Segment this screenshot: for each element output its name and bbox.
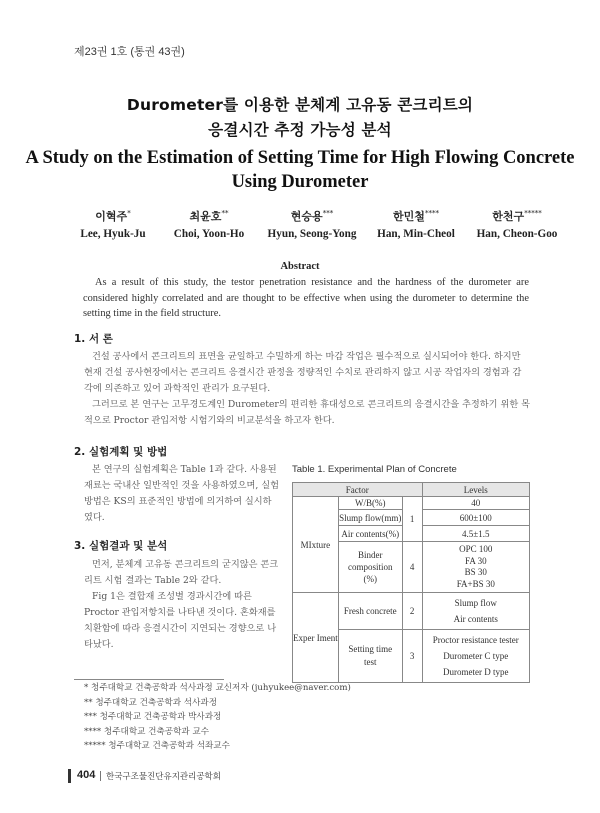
binder-values xyxy=(422,542,529,593)
page-marker-bar xyxy=(68,769,71,783)
author-name-ko: 한천구 xyxy=(492,210,525,223)
author-mark: * xyxy=(127,209,131,218)
binder-value: BS 30 xyxy=(464,567,487,577)
author-4 xyxy=(361,208,471,240)
footnote: * 청주대학교 건축공학과 석사과정 교신저자 (juhyukee@naver.com) xyxy=(84,683,351,693)
section-3-heading: 3. 실험결과 및 분석 xyxy=(74,540,168,552)
section-3-paragraph-2: Fig 1은 결합재 조성별 경과시간에 따른 Proctor 관입저항치를 나타낸 것이다. 혼화재를 치환함에 따라 응결시간이 지연되는 경향으로 나타났다. xyxy=(84,591,277,650)
author-name-en: Hyun, Seong-Yong xyxy=(267,228,357,240)
author-name-en: Han, Min-Cheol xyxy=(377,228,455,240)
fresh-count: 2 xyxy=(402,593,422,630)
footnote: *** 청주대학교 건축공학과 박사과정 xyxy=(84,712,222,722)
author-name-ko: 현승용 xyxy=(290,210,323,223)
title-english-line-1: A Study on the Estimation of Setting Time for High Flowing Concrete xyxy=(25,148,575,168)
footnote: ** 청주대학교 건축공학과 석사과정 xyxy=(84,697,218,708)
binder-label xyxy=(338,542,402,593)
binder-label-line: (%) xyxy=(363,574,378,584)
setting-label xyxy=(338,630,402,683)
footnote: **** 청주대학교 건축공학과 교수 xyxy=(84,726,210,737)
author-mark: ***** xyxy=(524,209,542,218)
table-header-row xyxy=(293,483,530,497)
author-name-en: Choi, Yoon-Ho xyxy=(173,228,245,240)
title-korean-line-2: 응결시간 추정 가능성 분석 xyxy=(208,121,392,139)
fresh-values xyxy=(422,593,529,630)
slump-flow-value: 600±100 xyxy=(422,510,529,526)
experimental-plan-table xyxy=(292,482,530,683)
table-header-factor: Factor xyxy=(293,483,423,497)
setting-value: Proctor resistance tester xyxy=(432,635,519,645)
binder-value: FA 30 xyxy=(464,555,487,566)
fresh-value: Air contents xyxy=(453,614,498,624)
section-1-body xyxy=(84,349,530,429)
author-1 xyxy=(58,208,168,240)
footnote: ***** 청주대학교 건축공학과 석좌교수 xyxy=(84,741,230,751)
section-3-body xyxy=(84,557,280,653)
table-header-levels: Levels xyxy=(422,483,529,497)
section-2-paragraph-1: 본 연구의 실험계획은 Table 1과 같다. 사용된 재료는 국내산 일반적인 것을 사용하였으며, 실험방법은 KS의 표준적인 방법에 의거하여 실시하였다. xyxy=(84,464,280,523)
abstract-text: As a result of this study, the testor penetration resistance and the hardness of the durometer are considered highly correlated and are thought to be effective when using the durometer to determine the setting time in the field structure. xyxy=(83,277,529,319)
section-3-paragraph-1: 먼저, 분체계 고유동 콘크리트의 굳지않은 콘크리트 시험 결과는 Table 2와 같다. xyxy=(84,559,279,586)
binder-value: OPC 100 xyxy=(459,544,493,554)
section-2-heading: 2. 실험계획 및 방법 xyxy=(74,446,168,458)
fresh-value: Slump flow xyxy=(454,598,497,608)
experiment-label: Exper Iment xyxy=(293,593,339,683)
journal-name: 한국구조물진단유지관리공학회 xyxy=(106,772,221,782)
author-3 xyxy=(257,208,367,240)
author-name-ko: 최윤호 xyxy=(189,210,222,223)
setting-values xyxy=(422,630,529,683)
fresh-label: Fresh concrete xyxy=(338,593,402,630)
air-label: Air contents(%) xyxy=(338,526,402,542)
author-2 xyxy=(154,208,264,240)
title-korean-line-1: Durometer를 이용한 분체계 고유동 콘크리트의 xyxy=(126,96,474,114)
wb-label: W/B(%) xyxy=(338,497,402,510)
footnote-divider xyxy=(74,679,224,680)
setting-value: Durometer C type xyxy=(443,651,509,661)
table-row xyxy=(293,497,530,510)
section-1-paragraph-2: 그러므로 본 연구는 고무경도계인 Durometer의 편리한 휴대성으로 콘크리트의 응결시간을 추정하기 위한 목적으로 Proctor 관입저항 시험기와의 비교분석을 하고자 한다. xyxy=(84,399,531,426)
air-value: 4.5±1.5 xyxy=(422,526,529,542)
mixture-label: MIxture xyxy=(293,497,339,593)
abstract-heading: Abstract xyxy=(280,261,320,272)
binder-label-line: Binder xyxy=(358,550,383,560)
footer-separator xyxy=(100,771,101,781)
section-1-paragraph-1: 건설 공사에서 콘크리트의 표면을 균일하고 수밀하게 하는 마감 작업은 필수적으로 실시되어야 한다. 하지만 현재 건설 공사현장에서는 콘크리트 응결시간 판정을 정량적인 수치로 관리하지 않고 시공 작업자의 경험과 감각에 의존하고 있어 과학적인 관리가 요구된다. xyxy=(84,351,522,394)
setting-label-line: test xyxy=(364,657,377,667)
author-name-ko: 한민철 xyxy=(393,210,425,223)
author-mark: ** xyxy=(221,209,229,218)
section-2-body xyxy=(84,462,280,526)
slump-flow-label: Slump flow(mm) xyxy=(338,510,402,526)
binder-label-line: composition xyxy=(348,562,393,572)
setting-value: Durometer D type xyxy=(443,667,509,677)
table-row xyxy=(293,593,530,630)
binder-value: FA+BS 30 xyxy=(456,578,495,589)
author-name-en: Han, Cheon-Goo xyxy=(476,228,558,240)
wb-value: 40 xyxy=(422,497,529,510)
author-name-en: Lee, Hyuk-Ju xyxy=(80,228,146,240)
author-mark: *** xyxy=(322,209,334,218)
setting-label-line: Setting time xyxy=(348,644,393,654)
footnotes xyxy=(84,681,351,754)
page-number: 404 xyxy=(77,769,96,781)
mixture-count: 1 xyxy=(402,497,422,542)
volume-info: 제23권 1호 (통권 43권) xyxy=(74,46,185,58)
binder-count: 4 xyxy=(402,542,422,593)
author-5 xyxy=(462,208,572,240)
section-1-heading: 1. 서 론 xyxy=(74,333,113,345)
setting-count: 3 xyxy=(402,630,422,683)
table-caption: Table 1. Experimental Plan of Concrete xyxy=(292,464,457,475)
author-name-ko: 이혁주 xyxy=(95,210,128,223)
title-english-line-2: Using Durometer xyxy=(231,172,369,192)
author-mark: **** xyxy=(424,209,439,218)
